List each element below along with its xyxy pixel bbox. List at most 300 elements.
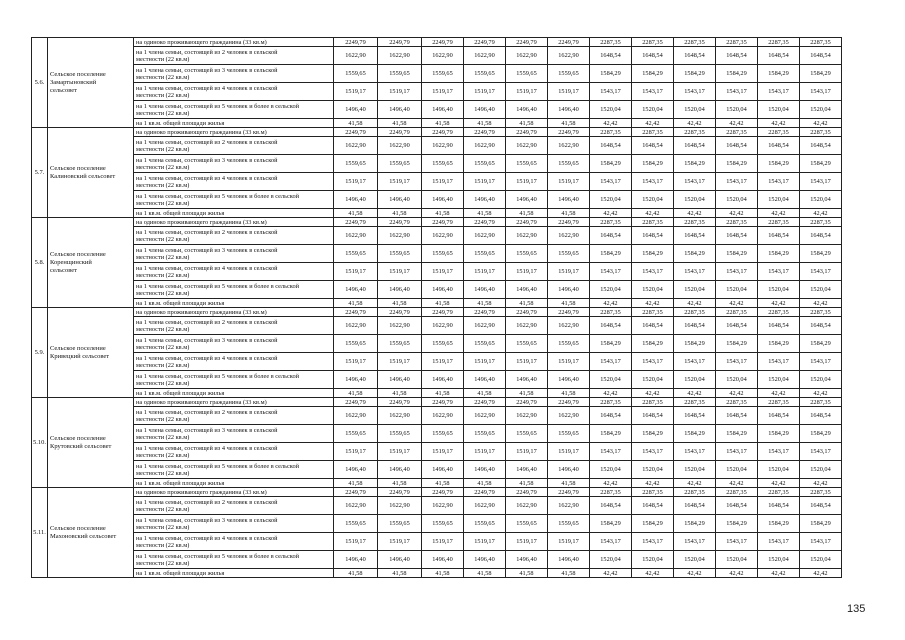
price-cell: 1559,65 bbox=[334, 425, 378, 443]
settlement-name bbox=[48, 308, 134, 398]
row-family-of-four bbox=[32, 83, 842, 101]
price-cell: 1543,17 bbox=[590, 173, 632, 191]
price-cell: 1519,17 bbox=[422, 83, 464, 101]
price-cell: 1496,40 bbox=[422, 101, 464, 119]
price-cell: 1559,65 bbox=[506, 515, 548, 533]
row-family-of-four bbox=[32, 353, 842, 371]
price-cell: 1520,04 bbox=[758, 191, 800, 209]
price-cell: 42,42 bbox=[800, 119, 842, 128]
price-cell: 41,58 bbox=[548, 389, 590, 398]
price-cell: 1648,54 bbox=[716, 47, 758, 65]
price-cell: 1496,40 bbox=[378, 551, 422, 569]
price-cell: 1519,17 bbox=[422, 173, 464, 191]
price-cell: 1496,40 bbox=[378, 101, 422, 119]
price-cell: 42,42 bbox=[800, 209, 842, 218]
price-cell: 1648,54 bbox=[758, 227, 800, 245]
price-cell: 41,58 bbox=[422, 209, 464, 218]
price-cell: 2287,35 bbox=[590, 38, 632, 47]
category-description-line: местности (22 кв.м) bbox=[136, 541, 190, 549]
price-cell: 2249,79 bbox=[506, 488, 548, 497]
price-cell: 1519,17 bbox=[378, 533, 422, 551]
price-cell: 1520,04 bbox=[632, 551, 674, 569]
price-cell: 2287,35 bbox=[632, 38, 674, 47]
price-cell: 41,58 bbox=[334, 209, 378, 218]
section-number: 5.7. bbox=[32, 128, 48, 218]
price-cell: 1543,17 bbox=[800, 173, 842, 191]
category-description-line: на 1 члена семьи, состоящей из 5 человек и более в сельской bbox=[136, 552, 299, 560]
price-cell: 1559,65 bbox=[378, 245, 422, 263]
settlement-name-line: Сельское поселение bbox=[50, 434, 106, 442]
price-cell: 2287,35 bbox=[800, 128, 842, 137]
settlement-name-line: Махоновский сельсовет bbox=[50, 532, 117, 540]
price-cell: 1543,17 bbox=[758, 443, 800, 461]
price-cell: 1559,65 bbox=[378, 65, 422, 83]
price-cell: 1496,40 bbox=[464, 101, 506, 119]
price-cell: 1584,29 bbox=[674, 335, 716, 353]
price-cell: 1622,90 bbox=[506, 47, 548, 65]
price-cell: 1519,17 bbox=[506, 443, 548, 461]
price-cell: 2249,79 bbox=[464, 38, 506, 47]
price-cell: 1543,17 bbox=[758, 533, 800, 551]
price-cell: 2249,79 bbox=[464, 218, 506, 227]
price-cell: 41,58 bbox=[334, 389, 378, 398]
price-cell: 42,42 bbox=[632, 299, 674, 308]
price-cell: 1648,54 bbox=[590, 407, 632, 425]
price-cell: 42,42 bbox=[716, 299, 758, 308]
price-cell: 2249,79 bbox=[506, 218, 548, 227]
category-description bbox=[134, 533, 334, 551]
price-cell: 1559,65 bbox=[422, 515, 464, 533]
price-cell: 41,58 bbox=[464, 119, 506, 128]
price-cell: 1559,65 bbox=[334, 155, 378, 173]
row-family-of-four bbox=[32, 533, 842, 551]
price-cell: 2287,35 bbox=[674, 398, 716, 407]
price-cell: 1584,29 bbox=[800, 335, 842, 353]
category-description-line: местности (22 кв.м) bbox=[136, 235, 190, 243]
row-family-of-three bbox=[32, 425, 842, 443]
price-cell: 1520,04 bbox=[758, 101, 800, 119]
category-description-line: на 1 члена семьи, состоящей из 5 человек и более в сельской bbox=[136, 372, 299, 380]
price-cell: 1622,90 bbox=[506, 227, 548, 245]
price-cell: 1622,90 bbox=[422, 137, 464, 155]
price-cell: 42,42 bbox=[716, 569, 758, 578]
price-cell: 1520,04 bbox=[674, 101, 716, 119]
price-cell: 1519,17 bbox=[378, 353, 422, 371]
price-cell: 42,42 bbox=[800, 389, 842, 398]
price-cell: 2287,35 bbox=[758, 38, 800, 47]
category-description-line: на 1 члена семьи, состоящей из 4 человек в сельской bbox=[136, 534, 278, 542]
price-cell: 1648,54 bbox=[632, 407, 674, 425]
price-cell: 41,58 bbox=[378, 209, 422, 218]
price-cell: 42,42 bbox=[590, 119, 632, 128]
category-description-line: местности (22 кв.м) bbox=[136, 559, 190, 567]
category-description-line: на 1 члена семьи, состоящей из 4 человек в сельской bbox=[136, 354, 278, 362]
category-description-line: на 1 кв.м. общей площади жилья bbox=[136, 119, 225, 127]
price-cell: 42,42 bbox=[758, 389, 800, 398]
category-description bbox=[134, 308, 334, 317]
price-cell: 2249,79 bbox=[378, 128, 422, 137]
price-cell: 42,42 bbox=[590, 389, 632, 398]
price-cell: 2249,79 bbox=[422, 218, 464, 227]
category-description-line: на 1 кв.м. общей площади жилья bbox=[136, 299, 225, 307]
price-cell: 1543,17 bbox=[632, 533, 674, 551]
price-cell: 1496,40 bbox=[506, 281, 548, 299]
price-cell: 1559,65 bbox=[464, 155, 506, 173]
price-cell: 1496,40 bbox=[334, 551, 378, 569]
price-cell: 2249,79 bbox=[464, 488, 506, 497]
price-cell: 2249,79 bbox=[378, 488, 422, 497]
price-cell: 2249,79 bbox=[334, 488, 378, 497]
category-description-line: местности (22 кв.м) bbox=[136, 73, 190, 81]
price-cell: 2249,79 bbox=[378, 218, 422, 227]
price-cell: 1519,17 bbox=[506, 263, 548, 281]
price-cell: 1496,40 bbox=[506, 551, 548, 569]
price-cell: 1622,90 bbox=[378, 317, 422, 335]
price-cell: 1520,04 bbox=[674, 191, 716, 209]
category-description-line: на 1 кв.м. общей площади жилья bbox=[136, 389, 225, 397]
category-description-line: на 1 кв.м. общей площади жилья bbox=[136, 569, 225, 577]
price-cell: 2287,35 bbox=[674, 218, 716, 227]
price-cell: 41,58 bbox=[334, 479, 378, 488]
category-description bbox=[134, 119, 334, 128]
price-cell: 2287,35 bbox=[590, 488, 632, 497]
category-description-line: местности (22 кв.м) bbox=[136, 523, 190, 531]
price-cell: 1543,17 bbox=[716, 83, 758, 101]
price-cell: 1648,54 bbox=[800, 47, 842, 65]
price-cell: 42,42 bbox=[716, 209, 758, 218]
price-cell: 2287,35 bbox=[632, 398, 674, 407]
row-single-resident bbox=[32, 218, 842, 227]
price-cell: 1584,29 bbox=[590, 65, 632, 83]
price-cell: 1520,04 bbox=[758, 281, 800, 299]
price-cell: 42,42 bbox=[674, 569, 716, 578]
category-description-line: на 1 члена семьи, состоящей из 5 человек и более в сельской bbox=[136, 282, 299, 290]
price-cell: 1584,29 bbox=[800, 515, 842, 533]
price-cell: 41,58 bbox=[506, 209, 548, 218]
price-cell: 42,42 bbox=[800, 569, 842, 578]
price-cell: 2287,35 bbox=[758, 398, 800, 407]
price-cell: 1559,65 bbox=[422, 335, 464, 353]
category-description bbox=[134, 515, 334, 533]
settlement-name-line: Калиновский сельсовет bbox=[50, 172, 116, 180]
category-description bbox=[134, 461, 334, 479]
category-description-line: местности (22 кв.м) bbox=[136, 469, 190, 477]
price-cell: 1519,17 bbox=[464, 263, 506, 281]
price-cell: 2287,35 bbox=[674, 128, 716, 137]
price-cell: 1622,90 bbox=[422, 227, 464, 245]
category-description bbox=[134, 209, 334, 218]
price-cell: 2249,79 bbox=[506, 398, 548, 407]
price-cell: 41,58 bbox=[506, 119, 548, 128]
price-cell: 1519,17 bbox=[548, 173, 590, 191]
price-cell: 2249,79 bbox=[464, 308, 506, 317]
price-cell: 1559,65 bbox=[548, 425, 590, 443]
category-description-line: местности (22 кв.м) bbox=[136, 325, 190, 333]
price-cell: 1559,65 bbox=[422, 65, 464, 83]
price-cell: 41,58 bbox=[378, 119, 422, 128]
price-cell: 1543,17 bbox=[674, 533, 716, 551]
price-cell: 1622,90 bbox=[548, 497, 590, 515]
category-description-line: на 1 члена семьи, состоящей из 4 человек в сельской bbox=[136, 264, 278, 272]
category-description-line: на 1 члена семьи, состоящей из 2 человек в сельской bbox=[136, 228, 278, 236]
row-family-of-three bbox=[32, 335, 842, 353]
price-cell: 1496,40 bbox=[422, 371, 464, 389]
price-cell: 1519,17 bbox=[464, 533, 506, 551]
price-cell: 1648,54 bbox=[674, 47, 716, 65]
category-description-line: на одиноко проживающего гражданина (33 кв.м) bbox=[136, 308, 267, 316]
price-cell: 42,42 bbox=[590, 209, 632, 218]
price-cell: 1519,17 bbox=[506, 83, 548, 101]
row-family-of-two bbox=[32, 47, 842, 65]
price-cell: 2249,79 bbox=[506, 308, 548, 317]
price-cell: 1519,17 bbox=[334, 83, 378, 101]
price-cell: 1543,17 bbox=[632, 443, 674, 461]
category-description-line: местности (22 кв.м) bbox=[136, 271, 190, 279]
price-cell: 1622,90 bbox=[378, 497, 422, 515]
price-cell: 1519,17 bbox=[378, 173, 422, 191]
row-family-of-two bbox=[32, 317, 842, 335]
price-cell: 42,42 bbox=[632, 479, 674, 488]
price-cell: 41,58 bbox=[506, 569, 548, 578]
price-cell: 1584,29 bbox=[632, 155, 674, 173]
price-cell: 42,42 bbox=[716, 479, 758, 488]
category-description-line: на 1 члена семьи, состоящей из 3 человек в сельской bbox=[136, 156, 278, 164]
price-cell: 1519,17 bbox=[464, 443, 506, 461]
settlement-name bbox=[48, 218, 134, 308]
row-family-of-three bbox=[32, 155, 842, 173]
category-description-line: местности (22 кв.м) bbox=[136, 91, 190, 99]
price-cell: 1496,40 bbox=[548, 461, 590, 479]
price-cell: 1622,90 bbox=[422, 317, 464, 335]
price-cell: 2249,79 bbox=[548, 38, 590, 47]
price-cell: 1496,40 bbox=[464, 191, 506, 209]
price-cell: 41,58 bbox=[464, 389, 506, 398]
price-cell: 1584,29 bbox=[632, 335, 674, 353]
category-description-line: местности (22 кв.м) bbox=[136, 199, 190, 207]
settlement-name bbox=[48, 488, 134, 578]
housing-cost-table bbox=[31, 37, 842, 578]
row-family-of-three bbox=[32, 245, 842, 263]
price-cell: 2249,79 bbox=[378, 308, 422, 317]
price-cell: 1496,40 bbox=[334, 281, 378, 299]
category-description-line: местности (22 кв.м) bbox=[136, 451, 190, 459]
price-cell: 1648,54 bbox=[758, 407, 800, 425]
price-cell: 1559,65 bbox=[464, 425, 506, 443]
price-cell: 1584,29 bbox=[674, 155, 716, 173]
row-per-square-meter bbox=[32, 569, 842, 578]
price-cell: 1648,54 bbox=[632, 497, 674, 515]
settlement-name-line: Сельское поселение bbox=[50, 524, 106, 532]
price-cell: 2287,35 bbox=[716, 308, 758, 317]
price-cell: 1543,17 bbox=[800, 443, 842, 461]
price-cell: 1519,17 bbox=[422, 533, 464, 551]
category-description-line: на одиноко проживающего гражданина (33 кв.м) bbox=[136, 488, 267, 496]
price-cell: 1543,17 bbox=[632, 353, 674, 371]
price-cell: 41,58 bbox=[378, 389, 422, 398]
price-cell: 1520,04 bbox=[590, 371, 632, 389]
row-family-of-four bbox=[32, 443, 842, 461]
price-cell: 1622,90 bbox=[506, 497, 548, 515]
price-cell: 1648,54 bbox=[632, 227, 674, 245]
price-cell: 1519,17 bbox=[334, 173, 378, 191]
price-cell: 2287,35 bbox=[590, 398, 632, 407]
price-cell: 42,42 bbox=[758, 479, 800, 488]
price-cell: 1622,90 bbox=[464, 317, 506, 335]
price-cell: 2249,79 bbox=[334, 38, 378, 47]
row-family-of-five bbox=[32, 551, 842, 569]
price-cell: 1584,29 bbox=[590, 155, 632, 173]
category-description-line: местности (22 кв.м) bbox=[136, 361, 190, 369]
price-cell: 1520,04 bbox=[590, 101, 632, 119]
price-cell: 1520,04 bbox=[716, 551, 758, 569]
category-description-line: на 1 члена семьи, состоящей из 2 человек в сельской bbox=[136, 48, 278, 56]
price-cell: 2287,35 bbox=[632, 308, 674, 317]
price-cell: 1648,54 bbox=[716, 137, 758, 155]
price-cell: 1520,04 bbox=[800, 371, 842, 389]
price-cell: 1520,04 bbox=[716, 461, 758, 479]
section-number: 5.6. bbox=[32, 38, 48, 128]
price-cell: 1648,54 bbox=[590, 137, 632, 155]
price-cell: 1648,54 bbox=[716, 227, 758, 245]
price-cell: 41,58 bbox=[422, 119, 464, 128]
price-cell: 1496,40 bbox=[422, 461, 464, 479]
price-cell: 1496,40 bbox=[506, 191, 548, 209]
price-cell: 1543,17 bbox=[758, 83, 800, 101]
settlement-name-line: Крутовский сельсовет bbox=[50, 442, 112, 450]
price-cell: 41,58 bbox=[548, 479, 590, 488]
price-cell: 1622,90 bbox=[506, 137, 548, 155]
category-description bbox=[134, 281, 334, 299]
price-cell: 1543,17 bbox=[590, 443, 632, 461]
price-cell: 1559,65 bbox=[506, 155, 548, 173]
row-family-of-three bbox=[32, 515, 842, 533]
price-cell: 1543,17 bbox=[590, 263, 632, 281]
price-cell: 1520,04 bbox=[716, 101, 758, 119]
price-cell: 1559,65 bbox=[548, 245, 590, 263]
price-cell: 1584,29 bbox=[674, 425, 716, 443]
price-cell: 41,58 bbox=[548, 119, 590, 128]
price-cell: 1543,17 bbox=[716, 173, 758, 191]
price-cell: 1519,17 bbox=[464, 83, 506, 101]
price-cell: 42,42 bbox=[758, 119, 800, 128]
price-cell: 1559,65 bbox=[378, 335, 422, 353]
row-per-square-meter bbox=[32, 299, 842, 308]
category-description bbox=[134, 245, 334, 263]
page-number: 135 bbox=[847, 603, 866, 615]
price-cell: 1559,65 bbox=[464, 515, 506, 533]
category-description bbox=[134, 299, 334, 308]
settlement-name-line: Замартыновский bbox=[50, 78, 97, 86]
price-cell: 1584,29 bbox=[716, 65, 758, 83]
price-cell: 2287,35 bbox=[716, 488, 758, 497]
price-cell: 2287,35 bbox=[800, 38, 842, 47]
price-cell: 1519,17 bbox=[378, 263, 422, 281]
price-cell: 1559,65 bbox=[422, 155, 464, 173]
price-cell: 1520,04 bbox=[632, 191, 674, 209]
price-table-container bbox=[31, 37, 841, 578]
price-cell: 1584,29 bbox=[590, 515, 632, 533]
price-cell: 42,42 bbox=[800, 299, 842, 308]
price-cell: 1496,40 bbox=[422, 551, 464, 569]
price-cell: 1648,54 bbox=[632, 47, 674, 65]
price-cell: 1496,40 bbox=[334, 101, 378, 119]
price-cell: 1559,65 bbox=[378, 425, 422, 443]
price-cell: 1622,90 bbox=[378, 137, 422, 155]
price-cell: 1559,65 bbox=[464, 65, 506, 83]
price-cell: 1584,29 bbox=[716, 155, 758, 173]
price-cell: 1543,17 bbox=[716, 533, 758, 551]
price-cell: 2249,79 bbox=[422, 128, 464, 137]
row-family-of-two bbox=[32, 227, 842, 245]
price-cell: 1496,40 bbox=[548, 371, 590, 389]
price-cell: 2249,79 bbox=[548, 128, 590, 137]
price-cell: 1622,90 bbox=[548, 407, 590, 425]
price-cell: 42,42 bbox=[674, 389, 716, 398]
price-cell: 1520,04 bbox=[674, 281, 716, 299]
price-cell: 1584,29 bbox=[716, 515, 758, 533]
price-cell: 1496,40 bbox=[506, 461, 548, 479]
price-cell: 2249,79 bbox=[548, 398, 590, 407]
price-cell: 2287,35 bbox=[674, 488, 716, 497]
price-cell: 1519,17 bbox=[506, 173, 548, 191]
price-cell: 2287,35 bbox=[674, 38, 716, 47]
price-cell: 1648,54 bbox=[758, 137, 800, 155]
category-description-line: на одиноко проживающего гражданина (33 кв.м) bbox=[136, 128, 267, 136]
section-number: 5.11. bbox=[32, 488, 48, 578]
price-cell: 1559,65 bbox=[334, 245, 378, 263]
category-description-line: на 1 члена семьи, состоящей из 2 человек в сельской bbox=[136, 138, 278, 146]
price-cell: 1520,04 bbox=[632, 371, 674, 389]
price-cell: 1584,29 bbox=[674, 65, 716, 83]
price-cell: 1584,29 bbox=[716, 245, 758, 263]
category-description-line: местности (22 кв.м) bbox=[136, 343, 190, 351]
price-cell: 1648,54 bbox=[800, 317, 842, 335]
price-cell: 41,58 bbox=[464, 209, 506, 218]
category-description bbox=[134, 407, 334, 425]
category-description bbox=[134, 101, 334, 119]
settlement-name-line: Сельское поселение bbox=[50, 70, 106, 78]
price-cell: 2249,79 bbox=[422, 38, 464, 47]
category-description-line: на 1 члена семьи, состоящей из 4 человек в сельской bbox=[136, 84, 278, 92]
price-cell: 1519,17 bbox=[506, 533, 548, 551]
price-cell: 1520,04 bbox=[674, 461, 716, 479]
row-family-of-four bbox=[32, 263, 842, 281]
price-cell: 1543,17 bbox=[590, 533, 632, 551]
price-cell: 1584,29 bbox=[590, 335, 632, 353]
price-cell: 1648,54 bbox=[716, 497, 758, 515]
price-cell: 1584,29 bbox=[716, 425, 758, 443]
price-cell: 1520,04 bbox=[716, 371, 758, 389]
price-cell: 42,42 bbox=[674, 299, 716, 308]
price-cell: 1520,04 bbox=[632, 101, 674, 119]
price-cell: 1559,65 bbox=[422, 245, 464, 263]
price-cell: 1622,90 bbox=[422, 407, 464, 425]
section-number: 5.10. bbox=[32, 398, 48, 488]
price-cell: 1520,04 bbox=[716, 281, 758, 299]
category-description bbox=[134, 488, 334, 497]
price-cell: 1519,17 bbox=[378, 83, 422, 101]
price-cell: 1543,17 bbox=[758, 263, 800, 281]
category-description bbox=[134, 47, 334, 65]
category-description bbox=[134, 155, 334, 173]
price-cell: 1648,54 bbox=[590, 227, 632, 245]
price-cell: 1519,17 bbox=[506, 353, 548, 371]
price-cell: 1543,17 bbox=[632, 263, 674, 281]
row-family-of-five bbox=[32, 461, 842, 479]
price-cell: 2287,35 bbox=[590, 218, 632, 227]
category-description bbox=[134, 479, 334, 488]
price-cell: 1622,90 bbox=[464, 47, 506, 65]
